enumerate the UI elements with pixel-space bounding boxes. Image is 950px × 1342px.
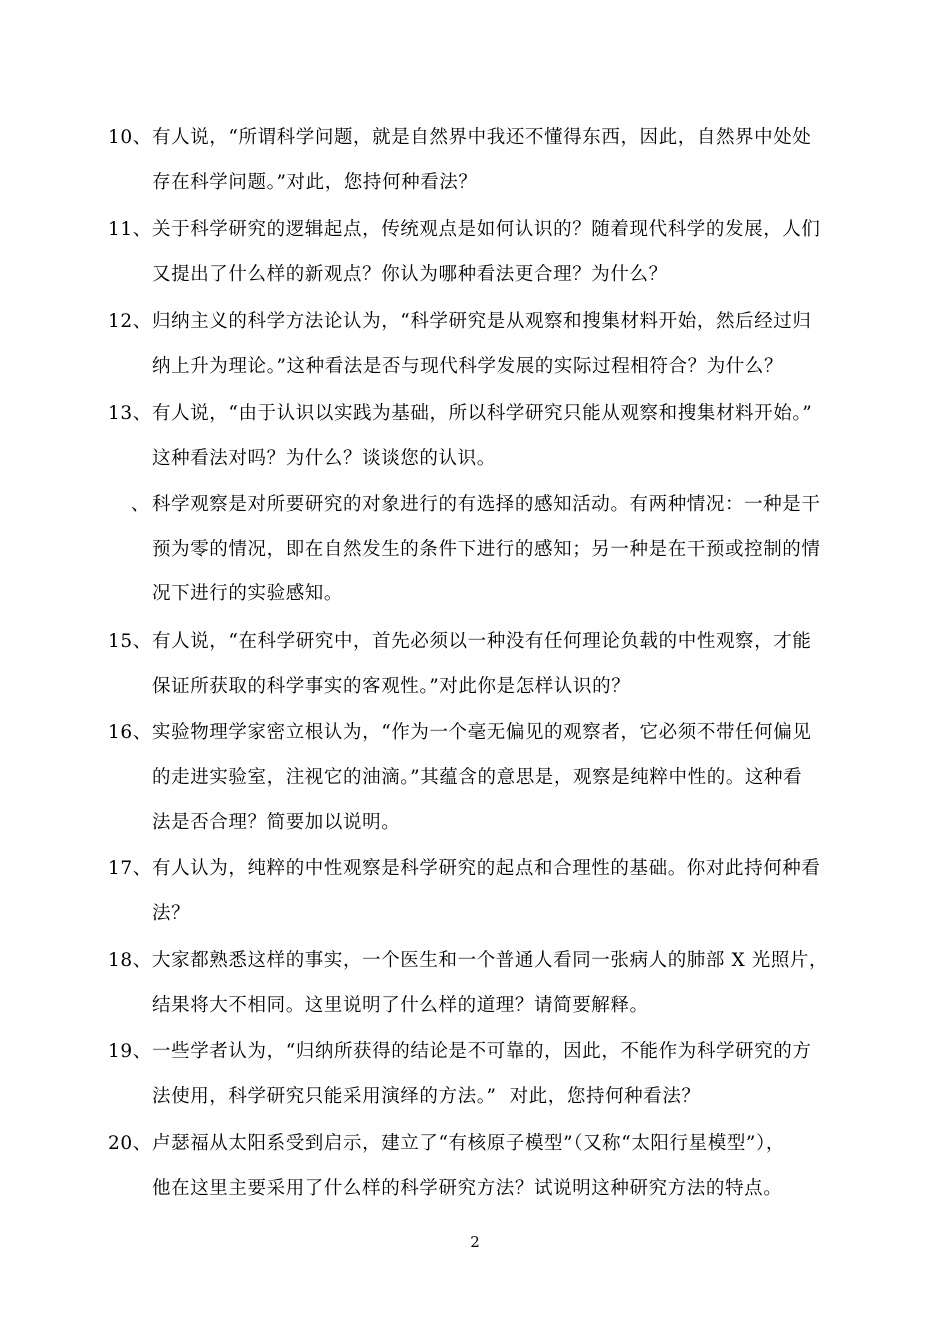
question-number: 12、 (108, 311, 152, 332)
question-text: 有人说，“由于认识以实践为基础，所以科学研究只能从观察和搜集材料开始。” (152, 403, 813, 424)
page-number: 2 (470, 1233, 480, 1251)
question-text: 科学观察是对所要研究的对象进行的有选择的感知活动。有两种情况：一种是干 (152, 494, 821, 515)
question-text: 况下进行的实验感知。 (152, 583, 344, 604)
question-text: 实验物理学家密立根认为，“作为一个毫无偏见的观察者，它必须不带任何偏见 (152, 722, 812, 743)
question-number: 、 (130, 494, 150, 515)
question-number: 13、 (108, 403, 152, 424)
question-text: 这种看法对吗？为什么？谈谈您的认识。 (152, 448, 496, 469)
question-text: 法是否合理？简要加以说明。 (152, 812, 401, 833)
question-first-line (108, 857, 821, 881)
question-text: 有人说，“在科学研究中，首先必须以一种没有任何理论负载的中性观察，才能 (152, 631, 812, 652)
question-text: 法？ (152, 903, 191, 924)
question-number: 20、 (108, 1133, 152, 1154)
question-first-line (108, 310, 811, 334)
question-first-line (108, 630, 811, 654)
question-text: 预为零的情况，即在自然发生的条件下进行的感知；另一种是在干预或控制的情 (152, 539, 821, 560)
question-text: 一些学者认为，“归纳所获得的结论是不可靠的，因此，不能作为科学研究的方 (152, 1041, 812, 1062)
question-first-line (108, 1040, 811, 1064)
question-first-line (108, 721, 811, 745)
question-text: 法使用，科学研究只能采用演绎的方法。” 对此，您持何种看法？ (152, 1086, 701, 1107)
question-first-line (108, 402, 812, 426)
question-text: 有人认为，纯粹的中性观察是科学研究的起点和合理性的基础。你对此持何种看 (152, 858, 821, 879)
question-number: 18、 (108, 950, 152, 971)
question-text: 他在这里主要采用了什么样的科学研究方法？试说明这种研究方法的特点。 (152, 1178, 783, 1199)
question-text: 存在科学问题。”对此，您持何种看法？ (152, 172, 478, 193)
question-first-line (108, 218, 821, 242)
question-number: 11、 (108, 219, 152, 240)
question-text: 大家都熟悉这样的事实，一个医生和一个普通人看同一张病人的肺部 X 光照片， (152, 950, 829, 971)
question-text: 结果将大不相同。这里说明了什么样的道理？请简要解释。 (152, 995, 649, 1016)
question-text: 纳上升为理论。”这种看法是否与现代科学发展的实际过程相符合？为什么？ (152, 356, 784, 377)
question-first-line (108, 493, 821, 517)
question-number: 19、 (108, 1041, 152, 1062)
question-text: 的走进实验室，注视它的油滴。”其蕴含的意思是，观察是纯粹中性的。这种看 (152, 767, 803, 788)
question-number: 15、 (108, 631, 152, 652)
question-text: 有人说，“所谓科学问题，就是自然界中我还不懂得东西，因此，自然界中处处 (152, 127, 812, 148)
question-number: 10、 (108, 127, 152, 148)
question-first-line (108, 949, 828, 973)
question-text: 卢瑟福从太阳系受到启示，建立了“有核原子模型”（又称“太阳行星模型”）， (152, 1133, 785, 1154)
question-first-line (108, 1132, 785, 1156)
question-first-line (108, 126, 811, 150)
question-text: 关于科学研究的逻辑起点，传统观点是如何认识的？随着现代科学的发展，人们 (152, 219, 821, 240)
question-text: 保证所获取的科学事实的客观性。”对此你是怎样认识的？ (152, 676, 631, 697)
question-text: 归纳主义的科学方法论认为，“科学研究是从观察和搜集材料开始，然后经过归 (152, 311, 812, 332)
question-number: 16、 (108, 722, 152, 743)
question-number: 17、 (108, 858, 152, 879)
question-text: 又提出了什么样的新观点？你认为哪种看法更合理？为什么？ (152, 264, 668, 285)
